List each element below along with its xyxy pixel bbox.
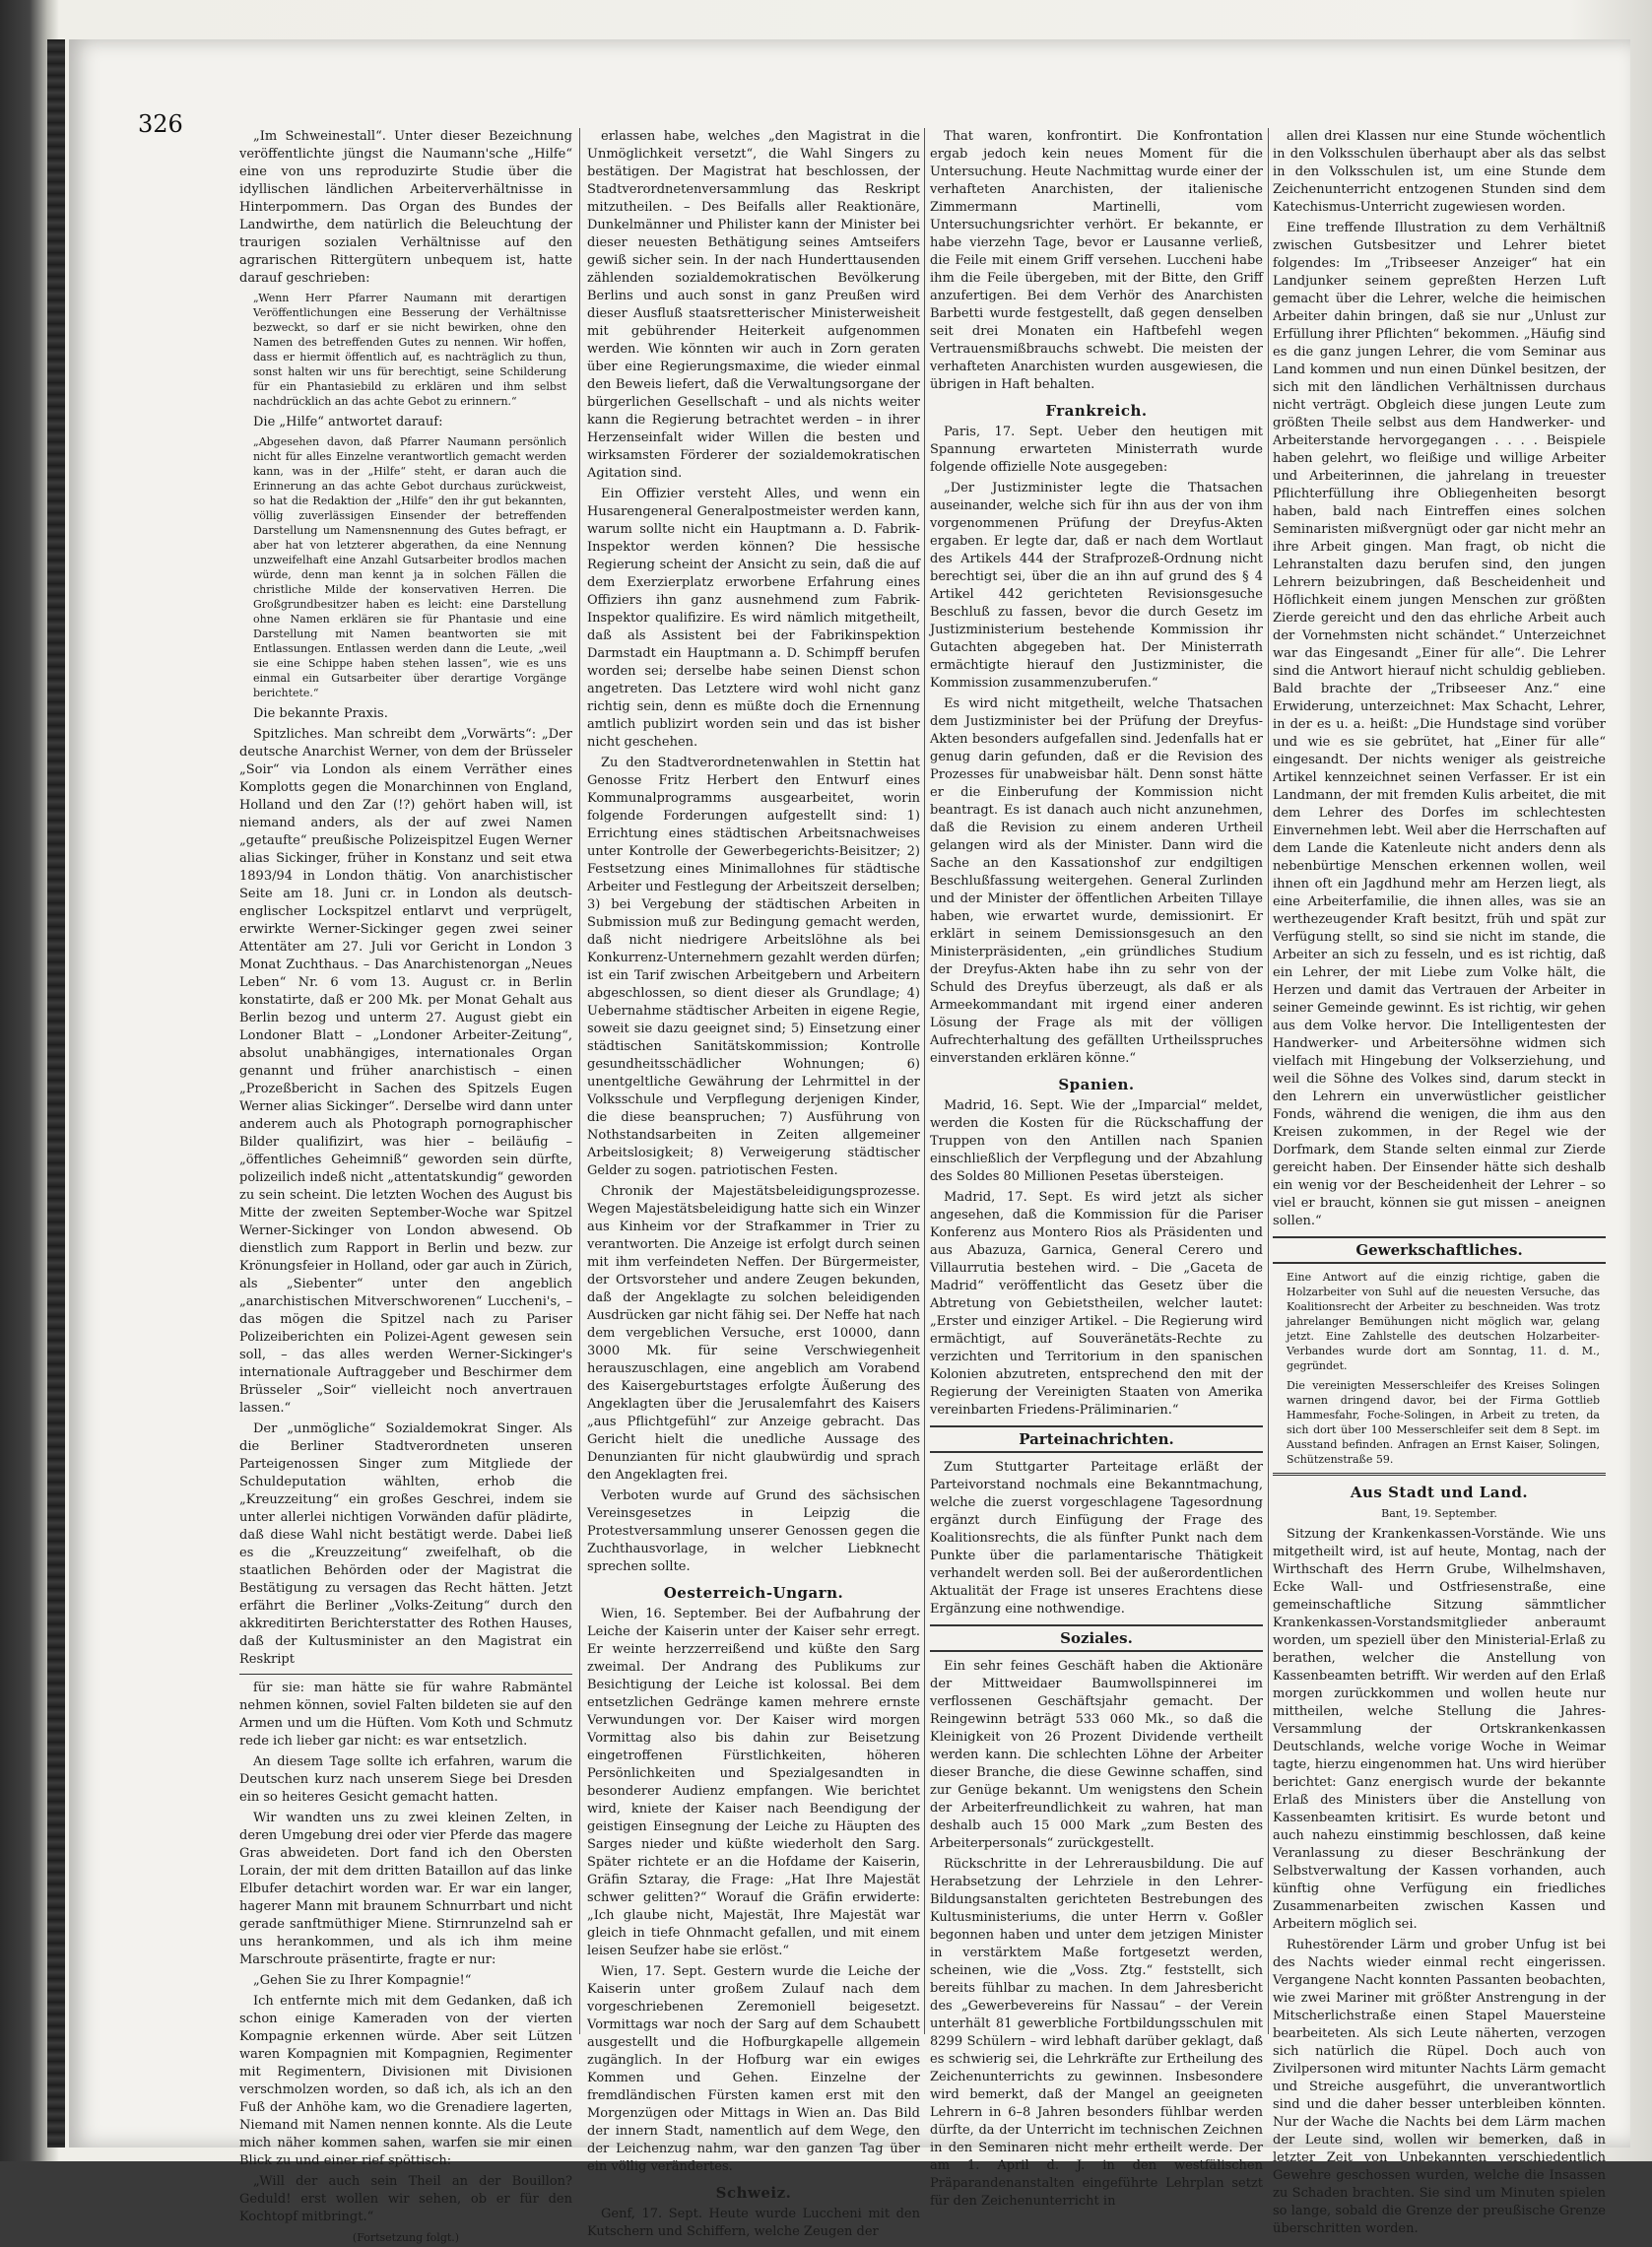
- section-heading: Aus Stadt und Land.: [1350, 1484, 1529, 1501]
- binding-edge: [47, 39, 65, 2148]
- feuilleton-paragraph: „Gehen Sie zu Ihrer Kompagnie!“: [253, 1973, 472, 1988]
- article-paragraph: Chronik der Majestätsbeleidigungsprozesse. Wegen Majestätsbeleidigung hatte sich ein Winzer aus Kinheim vor der Strafkammer in Trier zu verantworten. Die Anzeige ist erfolgt durch seinen mit ihm verfeindeten Neffen. Der Bürgermeister, der Ortsvorsteher und andere Zeugen bekunden, daß der Angeklagte zu solchen beleidigenden Ausdrücken gar nicht fähig sei. Der Neffe hat nach dem vergeblichen Versuche, erst 10000, dann 3000 Mk. für seine Verschwiegenheit herauszuschlagen, eine angeblich am Vorabend des Kaisergeburtstages erfolgte Äußerung des Angeklagten über die Jerusalemfahrt des Kaisers „aus Pflichtgefühl“ zur Anzeige gebracht. Das Gericht hielt die unedliche Aussage des Denunzianten für nicht glaubwürdig und sprach den Angeklagten frei.: [587, 1184, 920, 1483]
- article-paragraph: Wien, 17. Sept. Gestern wurde die Leiche der Kaiserin unter großem Zulauf nach dem vorgeschriebenen Zeremoniell beigesetzt. Vormittags war noch der Sarg auf dem Schaubett ausgestellt und die Hofburgkapelle allgemein zugänglich. In der Hofburg war ein ewiges Kommen und Gehen. Einzelne der fremdländischen Fürsten kamen erst mit den Morgenzügen oder Mittags in Wien an. Das Bild der innern Stadt, namentlich auf dem Wege, den der Leichenzug nahm, war den ganzen Tag über ein völlig verändertes.: [587, 1964, 920, 2174]
- dateline: Bant, 19. September.: [1381, 1507, 1497, 1520]
- feuilleton-paragraph: „Will der auch sein Theil an der Bouillon? Geduld! erst wollen wir sehen, ob er für den Kochtopf mitbringt.“: [239, 2174, 572, 2224]
- section-heading: Soziales.: [930, 1624, 1263, 1652]
- article-paragraph: Ein sehr feines Geschäft haben die Aktionäre der Mittweidaer Baumwollspinnerei im verflossenen Geschäftsjahr gemacht. Der Reingewinn beträgt 533 060 Mk., so daß die Kleinigkeit von 26 Prozent Dividende vertheilt werden kann. Die schlechten Löhne der Arbeiter dieser Branche, die diese Gewinne schaffen, sind zur Genüge bekannt. Um wenigstens den Schein der Arbeiterfreundlichkeit zu wahren, hat man deshalb auch 15 000 Mark „zum Besten des Arbeiterpersonals“ zurückgestellt.: [930, 1659, 1263, 1851]
- quote-paragraph: „Abgesehen davon, daß Pfarrer Naumann persönlich nicht für alles Einzelne verantwortlich gemacht werden kann, was in der „Hilfe“ steht, er daran auch die Erinnerung an das achte Gebot durchaus zurückweist, so hat die Redaktion der „Hilfe“ den ihr gut bekannten, völlig zuverlässigen Einsender der betreffenden Darstellung um Namensnennung des Gutes befragt, er aber hat von letzterer abgerathen, da eine Nennung unzweifelhaft eine Anzahl Gutsarbeiter brodlos machen würde, denn man kennt ja in solchen Fällen die christliche Milde der konservativen Herren. Die Großgrundbesitzer haben es leicht: eine Darstellung ohne Namen erklären sie für Phantasie und eine Darstellung mit Namen beantworten sie mit Entlassungen. Entlassen werden dann die Leute, „weil sie eine Schippe haben stehen lassen“, wie es uns einmal ein Gutsarbeiter über derartige Vorgänge berichtete.“: [253, 435, 566, 699]
- section-separator: [1273, 1473, 1606, 1476]
- article-paragraph: Die bekannte Praxis.: [253, 706, 388, 721]
- article-paragraph: Rückschritte in der Lehrerausbildung. Die auf Herabsetzung der Lehrziele in den Lehrer-Bildungsanstalten gerichteten Bestrebungen des Kultusministeriums, die unter Herrn v. Goßler begonnen haben und unter dem jetzigen Minister in verstärktem Maße fortgesetzt werden, scheinen, wie die „Voss. Ztg.“ feststellt, sich bereits fühlbar zu machen. In dem Jahresbericht des „Gewerbevereins für Nassau“ – der Verein unterhält 81 gewerbliche Fortbildungsschulen mit 8299 Schülern – wird lebhaft darüber geklagt, daß es schwierig sei, die Lehrkräfte zur Ertheilung des Zeichenunterrichts zu gewinnen. Insbesondere wird bemerkt, daß der Mangel an geeigneten Lehrern in 6–8 Jahren besonders fühlbar werden dürfte, da der Unterricht im technischen Zeichnen in den Seminaren nicht mehr ertheilt werde. Der am 1. April d. J. in den westfälischen Präparandenanstalten eingeführte Lehrplan setzt für den Zeichenunterricht in: [930, 1857, 1263, 2209]
- article-paragraph: Spitzliches. Man schreibt dem „Vorwärts“: „Der deutsche Anarchist Werner, von dem der Brüsseler „Soir“ via London als einem Verräther eines Komplotts gegen die Monarchinnen von England, Holland und den Zar (!?) gehört haben will, ist niemand anders, als der auf zwei Namen „getaufte“ preußische Polizeispitzel Eugen Werner alias Sickinger, früher in Konstanz und seit etwa 1893/94 in London thätig. Von anarchistischer Seite am 18. Juni cr. in London als deutsch-englischer Lockspitzel entlarvt und verprügelt, erwirkte Werner-Sickinger gegen zwei seiner Attentäter am 27. Juli vor Gericht in London 3 Monat Zuchthaus. – Das Anarchistenorgan „Neues Leben“ Nr. 6 vom 13. August cr. in Berlin konstatirte, daß er 200 Mk. per Monat Gehalt aus Berlin bezog und unterm 27. August giebt ein Londoner Blatt – „Londoner Arbeiter-Zeitung“, absolut unabhängiges, internationales Organ genannt und früher anarchistisch – einen „Prozeßbericht in Sachen des Spitzels Eugen Werner alias Sickinger“. Derselbe wird dann unter anderem auch als Photograph pornographischer Bilder qualifizirt, was hier – beiläufig – „öffentliches Geheimniß“ geworden sein dürfte, polizeilich indeß nicht „attentatskundig“ geworden zu sein scheint. Die letzten Wochen des August bis Mitte der zweiten September-Woche war Spitzel Werner-Sickinger von London abwesend. Ob dienstlich zum Rapport in Berlin und bezw. zur Krönungsfeier in Holland, oder gar auch in Zürich, als „Siebenter“ unter den angeblich „anarchistischen Mitverschworenen“ Luccheni's, – das mögen die Spitzel nach zu Pariser Polizeiberichten ein Polizei-Agent gewesen sein soll, – das alles werden Werner-Sickinger's internationale Auftraggeber und Beschirmer dem Brüsseler „Soir“ vielleicht noch anvertrauen lassen.“: [239, 727, 572, 1416]
- column-divider: [1268, 128, 1269, 2034]
- article-paragraph: Eine treffende Illustration zu dem Verhältniß zwischen Gutsbesitzer und Lehrer bietet folgendes: Im „Tribseeser Anzeiger“ hat ein Landjunker seinem gepreßten Herzen Luft gemacht über die Lehrer, welche die heimischen Arbeiter dahin bringen, daß sie nur „Unlust zur Erfüllung ihrer Pflichten“ bekommen. „Häufig sind es die ganz jungen Lehrer, die vom Seminar aus Land kommen und nun einen Dünkel besitzen, der sich mit den ländlichen Verhältnissen durchaus nicht verträgt. Obgleich diese jungen Leute zum größten Theile selbst aus dem Handwerker- und Arbeiterstande hervorgegangen . . . . Beispiele haben gelehrt, wo fleißige und willige Arbeiter und Arbeiterinnen, die jahrelang in treuester Pflichterfüllung ihre Obliegenheiten besorgt haben, bald nach Eintreffen eines solchen Seminaristen mißvergnügt oder gar nicht mehr an ihre Arbeit gingen. Man fragt, ob nicht die Lehranstalten dazu berufen sind, den jungen Lehrern beizubringen, daß Bescheidenheit und Höflichkeit einem jungen Menschen zur größten Zierde gereicht und den das ehrliche Arbeit auch der Vornehmsten nicht schändet.“ Unterzeichnet war das Eingesandt „Einer für alle“. Die Lehrer sind die Antwort hierauf nicht schuldig geblieben. Bald brachte der „Tribseeser Anz.“ eine Erwiderung, unterzeichnet: Max Schacht, Lehrer, in der es u. a. heißt: „Die Hundstage sind vorüber und wie es sie gebrütet, hat „Einer für alle“ eingesandt. Der nichts weniger als geistreiche Artikel kennzeichnet seinen Verfasser. Er ist ein Landmann, der mit fremden Kulis arbeitet, die mit dem Lehrer des Dorfes im schlechtesten Einvernehmen lebt. Weil aber die Herrschaften auf dem Lande die Katenleute nicht anders denn als nebenbürtige Menschen erkennen wollen, weil ihnen oft ein Jagdhund mehr am Herzen liegt, als eine Arbeiterfamilie, die ihnen alles, was sie an werthezeugender Kraft besitzt, früh und spät zur Verfügung stellt, so sind sie nicht im stande, die Arbeiter an sich zu fesseln, und es ist richtig, daß ein Lehrer, der mit Liebe zum Volke hält, die Herzen und damit das Vertrauen der Arbeiter in seiner Gemeinde gewinnt. Es ist richtig, wir gehen aus dem Volke hervor. Die Intelligentesten der Handwerker- und Arbeitersöhne widmen sich vielfach mit Hingebung der Volkserziehung, und weil die Söhne des Volkes sind, darum steckt in den Lehrern ein unverwüstlicher geistlicher Fonds, während die wenigen, die ihm aus den Kreisen zukommen, in der Regel wie der Dorfmark, dem Stande selten einmal zur Zierde gereicht haben. Der Einsender hätte sich deshalb ein wenig vor der Bescheidenheit der Lehrer – so viel er braucht, können sie gut missen – aneignen sollen.“: [1273, 221, 1606, 1228]
- column-divider: [924, 128, 925, 2034]
- section-heading: Schweiz.: [715, 2184, 792, 2202]
- article-paragraph: Ein Offizier versteht Alles, und wenn ein Husarengeneral Generalpostmeister werden kann, warum sollte nicht ein Hauptmann a. D. Fabrik-Inspektor werden können? Die hessische Regierung scheint der Ansicht zu sein, daß die auf dem Exerzierplatz erworbene Erfahrung eines Offiziers ihn ganz ausnehmend zum Fabrik-Inspektor qualifizire. Es wird nämlich mitgetheilt, daß als Assistent bei der Fabrikinspektion Darmstadt ein Hauptmann a. D. Schimpff berufen worden sei; derselbe habe seinen Dienst schon angetreten. Das Letztere wird wohl nicht ganz richtig sein, denn es müßte doch die Ernennung amtlich publizirt worden sein und das ist bisher nicht geschehen.: [587, 487, 920, 750]
- article-paragraph: Genf, 17. Sept. Heute wurde Luccheni mit den Kutschern und Schiffern, welche Zeugen der: [587, 2207, 920, 2239]
- article-paragraph: Es wird nicht mitgetheilt, welche Thatsachen dem Justizminister bei der Prüfung der Dreyfus-Akten besonders aufgefallen sind. Jedenfalls hat er genug darin gefunden, daß er die Revision des Prozesses für unabweisbar hält. Denn sonst hätte er die Einberufung der Kommission nicht beantragt. Es ist danach auch nicht anzunehmen, daß die Revision zu einem anderen Urtheil gelangen wird als der Minister. Dann wird die Sache an den Kassationshof zur endgiltigen Beschlußfassung weitergehen. General Zurlinden und der Minister der öffentlichen Arbeiten Tillaye haben, wie erwartet wurde, demissionirt. Er erklärt in seinem Demissionsgesuch an den Ministerpräsidenten, „ein gründliches Studium der Dreyfus-Akten habe ihn zu sehr von der Schuld des Dreyfus überzeugt, als daß er als Armeekommandant mit irgend einer anderen Lösung der Frage als mit der völligen Aufrechterhaltung des gefällten Urtheilsspruches einverstanden erklären könne.“: [930, 696, 1263, 1066]
- article-paragraph: Ruhestörender Lärm und grober Unfug ist bei des Nachts wieder einmal recht eingerissen. Vergangene Nacht konnten Passanten beobachten, wie zwei Mariner mit größter Anstrengung in der Mitscherlichstraße einen Stapel Mauersteine bearbeiteten. Als sich Leute näherten, verzogen sich natürlich die Rüpel. Doch auch von Zivilpersonen wird mitunter Nachts Lärm gemacht und Streiche ausgeführt, die unverantwortlich sind und die daher besser unterbleiben könnten. Nur der Wache die Nachts bei dem Lärm machen der Leute sind, wollen wir bemerken, daß in letzter Zeit von Unbekannten verschiedentlich Gewehre geschossen wurden, welche die Insassen zu Schaden brachten. Sie sind um Minuten spielen so lange, sobald die Grenze der preußische Grenze überschritten worden.: [1273, 1938, 1606, 2236]
- article-paragraph: Madrid, 17. Sept. Es wird jetzt als sicher angesehen, daß die Kommission für die Pariser Konferenz aus Montero Rios als Präsidenten und aus Abazuza, Garnica, General Cerero und Villaurrutia bestehen wird. – Die „Gaceta de Madrid“ veröffentlicht das Gesetz über die Abtretung von Gebietstheilen, welcher lautet: „Erster und einziger Artikel. – Die Regierung wird ermächtigt, auf Souveränetäts-Rechte zu verzichten und Territorium in den spanischen Kolonien abzutreten, entsprechend den mit der Regierung der Vereinigten Staaten von Amerika vereinbarten Friedens-Präliminarien.“: [930, 1190, 1263, 1418]
- article-paragraph: Verboten wurde auf Grund des sächsischen Vereinsgesetzes in Leipzig die Protestversammlung unserer Genossen gegen die Zuchthausvorlage, in welcher Liebknecht sprechen sollte.: [587, 1488, 920, 1574]
- feuilleton-paragraph: Ich entfernte mich mit dem Gedanken, daß ich schon einige Kameraden von der vierten Kompagnie erkennen würde. Aber seit Lützen waren Kompagnien mit Kompagnien, Regimenter mit Regimentern, Divisionen mit Divisionen verschmolzen worden, so daß ich, als ich an den Fuß der Anhöhe kam, wo die Grenadiere lagerten, Niemand mit Namen nennen konnte. Als die Leute mich näher kommen sahen, warfen sie mir einen Blick zu und einer rief spöttisch:: [239, 1994, 572, 2168]
- section-heading: Gewerkschaftliches.: [1273, 1236, 1606, 1264]
- notice-paragraph: Die vereinigten Messerschleifer des Kreises Solingen warnen dringend davor, bei der Firma Gottlieb Hammesfahr, Foche-Solingen, in Arbeit zu treten, da sich dort über 100 Messerschleifer seit dem 8 Sept. im Ausstand befinden. Anfragen an Ernst Kaiser, Solingen, Schützenstraße 59.: [1287, 1379, 1600, 1466]
- article-paragraph: Zum Stuttgarter Parteitage erläßt der Parteivorstand nochmals eine Bekanntmachung, welche die zuerst vorgeschlagene Tagesordnung ergänzt durch Einfügung der Frage des Koalitionsrechts, die als fünfter Punkt nach dem Punkte über die parlamentarische Thätigkeit verhandelt werden soll. Bei der außerordentlichen Aktualität der Frage ist unseres Erachtens diese Ergänzung eine nothwendige.: [930, 1460, 1263, 1617]
- article-paragraph: „Der Justizminister legte die Thatsachen auseinander, welche sich für ihn aus der von ihm vorgenommenen Prüfung der Dreyfus-Akten ergaben. Er legte dar, daß er nach dem Wortlaut des Artikels 444 der Strafprozeß-Ordnung nicht berechtigt sei, über die an ihn auf grund des § 4 Artikel 442 gerichteten Revisionsgesuche Beschluß zu fassen, bevor die durch Gesetz im Justizministerium bestehende Kommission ihr Gutachten abgegeben hat. Der Ministerrath ermächtigte hierauf den Justizminister, die Kommission zusammenzuberufen.“: [930, 481, 1263, 691]
- article-paragraph: Der „unmögliche“ Sozialdemokrat Singer. Als die Berliner Stadtverordneten unseren Parteigenossen Singer zum Mitgliede der Schuldeputation wählten, erhob die „Kreuzzeitung“ ein großes Geschrei, indem sie unter allerlei nichtigen Vorwänden dafür plädirte, daß diese Wahl nicht bestätigt werde. Dabei ließ es die „Kreuzzeitung“ zweifelhaft, ob die staatlichen Behörden oder der Magistrat die Bestätigung zu versagen das Recht hätten. Jetzt erfährt die Berliner „Volks-Zeitung“ durch den akkreditirten Berichterstatter des Rothen Hauses, daß der Kultusminister an den Magistrat ein Reskript: [239, 1421, 572, 1667]
- article-paragraph: Sitzung der Krankenkassen-Vorstände. Wie uns mitgetheilt wird, ist auf heute, Montag, nach der Wirthschaft des Herrn Grube, Wilhelmshaven, Ecke Wall- und Ostfriesenstraße, eine gemeinschaftliche Sitzung sämmtlicher Krankenkassen-Vorstandsmitglieder anberaumt worden, um speziell über den Ministerial-Erlaß zu berathen, welcher die Anstellung von Kassenbeamten betrifft. Wir werden auf den Erlaß morgen zurückkommen und wollen heute nur mittheilen, welche Stellung die Jahres-Versammlung der Ortskrankenkassen Deutschlands, welche vorige Woche in Weimar tagte, hierzu eingenommen hat. Uns wird hierüber berichtet: Ganz energisch wurde der bekannte Erlaß des Ministers über die Anstellung von Kassenbeamten kritisirt. Es wurde betont und auch nahezu einstimmig beschlossen, daß keine Veranlassung zu dieser Beschränkung der Selbstverwaltung der Kassen vorhanden, auch künftig ohne Verfügung ein friedliches Zusammenarbeiten zwischen Kassen und Arbeitern möglich sei.: [1273, 1527, 1606, 1932]
- section-heading: Parteinachrichten.: [930, 1425, 1263, 1453]
- article-paragraph: Paris, 17. Sept. Ueber den heutigen mit Spannung erwarteten Ministerrath wurde folgende offizielle Note ausgegeben:: [930, 425, 1263, 475]
- article-paragraph: allen drei Klassen nur eine Stunde wöchentlich in den Volksschulen überhaupt aber als das selbst in den Volksschulen ist, um eine Stunde dem Zeichenunterricht entzogenen Stunden sind dem Katechismus-Unterricht zugewiesen worden.: [1273, 129, 1606, 215]
- section-heading: Frankreich.: [1045, 402, 1148, 420]
- article-paragraph: Madrid, 16. Sept. Wie der „Imparcial“ meldet, werden die Kosten für die Rückschaffung der Truppen von den Antillen nach Spanien einschließlich der Verpflegung und der Abzahlung des Soldes 80 Millionen Pesetas übersteigen.: [930, 1098, 1263, 1184]
- section-heading: Oesterreich-Ungarn.: [663, 1584, 844, 1602]
- section-heading: Spanien.: [1058, 1076, 1135, 1093]
- article-paragraph: erlassen habe, welches „den Magistrat in die Unmöglichkeit versetzt“, die Wahl Singers zu bestätigen. Der Magistrat hat beschlossen, der Stadtverordnetenversammlung das Reskript mitzutheilen. – Des Beifalls aller Reaktionäre, Dunkelmänner und Philister kann der Minister bei dieser neuesten Bethätigung seines Amtseifers gewiß sicher sein. In der nach Hunderttausenden zählenden sozialdemokratischen Bevölkerung Berlins und auch sonst in ganz Preußen wird dieser Ausfluß staatsretterischer Ministerweisheit mit gebührender Heiterkeit aufgenommen werden. Wie könnten wir auch in Zorn geraten über eine Regierungsmaxime, die wieder einmal den Beweis liefert, daß die Verwaltungsorgane der bürgerlichen Gesellschaft – und als nichts weiter kann die Regierung betrachtet werden – in ihrer Herzenseinfalt wider Willen die besten und wirksamsten Förderer der sozialdemokratischen Agitation sind.: [587, 129, 920, 481]
- feuilleton-separator: [239, 1674, 572, 1675]
- feuilleton-paragraph: für sie: man hätte sie für wahre Rabmäntel nehmen können, soviel Falten bildeten sie auf den Armen und um die Hüften. Vom Koth und Schmutz rede ich lieber gar nicht: es war entsetzlich.: [239, 1681, 572, 1749]
- column-3: [930, 128, 1263, 2209]
- quote-paragraph: „Wenn Herr Pfarrer Naumann mit derartigen Veröffentlichungen eine Besserung der Verhältnisse bezweckt, so darf er sie nicht bewirken, ohne den Namen des betreffenden Gutes zu nennen. Wir hoffen, dass er hiermit öffentlich auf, es nachträglich zu thun, sonst halten wir uns für berechtigt, seine Schilderung für ein Phantasiebild zu erklären und ihm selbst nachdrücklich an das achte Gebot zu erinnern.“: [253, 292, 566, 408]
- article-paragraph: That waren, konfrontirt. Die Konfrontation ergab jedoch kein neues Moment für die Untersuchung. Heute Nachmittag wurde einer der verhafteten Anarchisten, der italienische Zimmermann Martinelli, vom Untersuchungsrichter verhört. Er bekannte, er habe vierzehn Tage, bevor er Lausanne verließ, die Feile mit einem Griff versehen. Luccheni habe ihm die Feile übergeben, mit der Bitte, den Griff anzufertigen. Bei dem Verhör des Anarchisten Barbetti wurde festgestellt, daß gegen denselben seit drei Monaten ein Haftbefehl wegen Vertrauensmißbrauchs schwebt. Die meisten der verhafteten Anarchisten wurden ausgewiesen, die übrigen in Haft behalten.: [930, 129, 1263, 392]
- column-2: [587, 128, 920, 2239]
- article-paragraph: Wien, 16. September. Bei der Aufbahrung der Leiche der Kaiserin unter der Kaiser sehr erregt. Er weinte herzzerreißend und küßte den Sarg zweimal. Der Andrang des Publikums zur Besichtigung der Leiche ist kolossal. Bei dem entsetzlichen Gedränge kamen mehrere ernste Verwundungen vor. Der Kaiser wird morgen Vormittag also bis dahin zur Beisetzung eingetroffenen Fürstlichkeiten, höheren Persönlichkeiten und Spezialgesandten in besonderer Audienz empfangen. Wie berichtet wird, kniete der Kaiser nach Beendigung der geistigen Einsegnung der Leiche zu Häupten des Sarges nieder und küßte wiederholt den Sarg. Später richtete er an die Hofdame der Kaiserin, Gräfin Sztaray, die Frage: „Hat Ihre Majestät schwer gelitten?“ Worauf die Gräfin erwiderte: „Ich glaube nicht, Majestät, Ihre Majestät war gleich in tiefe Ohnmacht gefallen, und mit einem leisen Seufzer habe sie erlöst.“: [587, 1607, 920, 1958]
- notice-paragraph: Eine Antwort auf die einzig richtige, gaben die Holzarbeiter von Suhl auf die neuesten Versuche, das Koalitionsrecht der Arbeiter zu beschneiden. Was trotz jahrelanger Bemühungen nicht möglich war, gelang jetzt. Eine Zahlstelle des deutschen Holzarbeiter-Verbandes wurde dort am Sonntag, 11. d. M., gegründet.: [1287, 1271, 1600, 1372]
- column-4: [1273, 128, 1606, 2236]
- feuilleton-paragraph: An diesem Tage sollte ich erfahren, warum die Deutschen kurz nach unserem Siege bei Dresden ein so heiteres Gesicht gemacht hatten.: [239, 1754, 572, 1805]
- article-paragraph: Zu den Stadtverordnetenwahlen in Stettin hat Genosse Fritz Herbert den Entwurf eines Kommunalprogramms ausgearbeitet, worin folgende Forderungen aufgestellt sind: 1) Errichtung eines städtischen Arbeitsnachweises unter Kontrolle der Gewerbegerichts-Beisitzer; 2) Festsetzung eines Minimallohnes für städtische Arbeiter und Festlegung der Arbeitszeit derselben; 3) bei Vergebung der städtischen Arbeiten in Submission muß zur Bedingung gemacht werden, daß nicht niedrigere Arbeitslöhne als bei Konkurrenz-Unternehmern gezahlt werden dürfen; ist ein Tarif zwischen Arbeitgebern und Arbeitern abgeschlossen, so dient dieser als Grundlage; 4) Uebernahme städtischer Arbeiten in eigene Regie, soweit sie dazu geeignet sind; 5) Einsetzung einer städtischen Sanitätskommission; Kontrolle gesundheitsschädlicher Wohnungen; 6) unentgeltliche Gewährung der Lehrmittel in der Volksschule und Verpflegung derjenigen Kinder, die diese beanspruchen; 7) Ausführung von Nothstandsarbeiten in Zeiten allgemeiner Arbeitslosigkeit; 8) Verweigerung städtischer Gelder zu sogen. patriotischen Festen.: [587, 756, 920, 1178]
- page-number: 326: [138, 110, 183, 138]
- feuilleton-paragraph: Wir wandten uns zu zwei kleinen Zelten, in deren Umgebung drei oder vier Pferde das magere Gras abweideten. Dort fand ich den Obersten Lorain, der mit dem dritten Bataillon auf das linke Elbufer detachirt worden war. Er war ein langer, hagerer Mann mit braunem Schnurrbart und nicht gerade sanftmüthiger Miene. Stirnrunzelnd sah er uns herankommen, und als ich ihm meine Marschroute präsentirte, fragte er nur:: [239, 1811, 572, 1967]
- column-divider: [579, 128, 580, 2034]
- article-paragraph: „Im Schweinestall“. Unter dieser Bezeichnung veröffentlichte jüngst die Naumann'sche „Hilfe“ eine von uns reproduzirte Studie über die idyllischen ländlichen Arbeiterverhältnisse in Hinterpommern. Das Organ des Bundes der Landwirthe, dem natürlich die Beleuchtung der traurigen sozialen Verhältnisse auf den agrarischen Rittergütern unbequem ist, hatte darauf geschrieben:: [239, 129, 572, 286]
- column-1: [239, 128, 572, 2244]
- continuation-note: (Fortsetzung folgt.): [352, 2231, 460, 2244]
- article-paragraph: Die „Hilfe“ antwortet darauf:: [253, 415, 443, 430]
